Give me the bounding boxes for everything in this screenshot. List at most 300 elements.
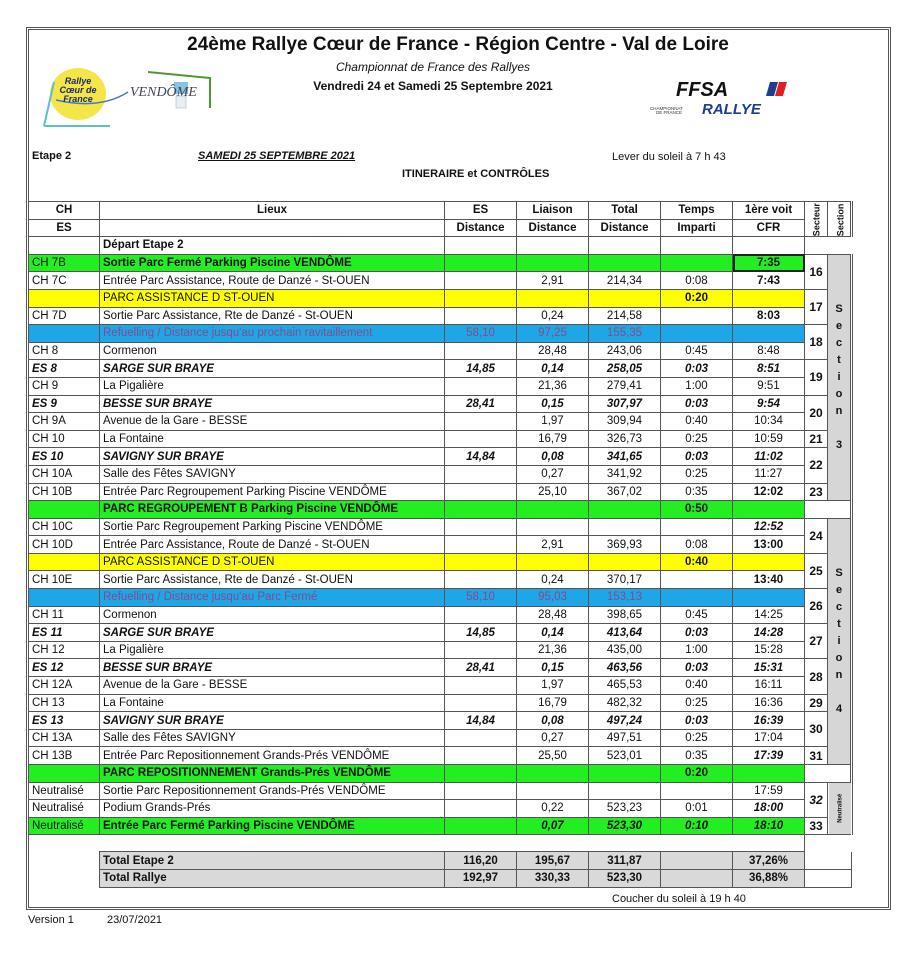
- sunset-text: Coucher du soleil à 19 h 40: [612, 893, 746, 905]
- cell-liaison: 16,79: [517, 430, 589, 448]
- cell-temps: 0:08: [661, 536, 733, 554]
- cell-lieu: Sortie Parc Assistance, Rte de Danzé - St-OUEN: [100, 571, 445, 589]
- total-temps: [661, 852, 733, 870]
- cell-total: 341,65: [589, 448, 661, 466]
- cell-es: [445, 571, 517, 589]
- cell-lieu: BESSE SUR BRAYE: [100, 395, 445, 413]
- table-row: [29, 518, 852, 536]
- col-header-secteur: Secteur: [805, 202, 828, 237]
- total-cfr: 36,88%: [733, 870, 805, 888]
- cell-cfr: 7:35: [733, 254, 805, 272]
- table-row: [29, 395, 852, 413]
- cell-total: [589, 289, 661, 307]
- table-row: [29, 817, 852, 835]
- cell-temps: [661, 589, 733, 607]
- secteur-number: 21: [805, 430, 828, 448]
- cell-temps: 0:03: [661, 624, 733, 642]
- cell-total: 463,56: [589, 659, 661, 677]
- cell-ch: [29, 237, 100, 255]
- section-letter: e: [835, 583, 843, 596]
- cell-liaison: 2,91: [517, 272, 589, 290]
- rallye-coeur-de-france-vendome-logo: [40, 64, 220, 134]
- cell-temps: 0:03: [661, 395, 733, 413]
- cell-total: [589, 782, 661, 800]
- table-row: [29, 747, 852, 765]
- header-row-2: [29, 219, 852, 237]
- cell-total: 497,51: [589, 729, 661, 747]
- cell-cfr: [733, 501, 805, 519]
- col-header-temps-imparti: Imparti: [661, 219, 733, 237]
- cell-total: 497,24: [589, 712, 661, 730]
- version-label: Version 1: [28, 914, 74, 926]
- cell-ch: CH 9A: [29, 413, 100, 431]
- cell-cfr: 11:27: [733, 465, 805, 483]
- section-letter: c: [835, 336, 843, 349]
- cell-total: 341,92: [589, 465, 661, 483]
- cell-liaison: [517, 518, 589, 536]
- cell-lieu: PARC ASSISTANCE D ST-OUEN: [100, 289, 445, 307]
- cell-es: [445, 694, 517, 712]
- totals-row: [29, 852, 852, 870]
- table-row: [29, 325, 852, 343]
- cell-total: 465,53: [589, 677, 661, 695]
- section-letter: 4: [835, 702, 843, 715]
- cell-total: 243,06: [589, 342, 661, 360]
- blank-sector-cell: [805, 501, 852, 519]
- total-label: Total Rallye: [100, 870, 445, 888]
- cell-total: 214,34: [589, 272, 661, 290]
- cell-temps: 0:08: [661, 272, 733, 290]
- cell-ch: CH 10D: [29, 536, 100, 554]
- col-header-total-distance: Distance: [589, 219, 661, 237]
- cell-es: [445, 817, 517, 835]
- svg-text:Cœur de: Cœur de: [59, 85, 97, 95]
- cell-ch: CH 10C: [29, 518, 100, 536]
- section-letter: n: [835, 668, 843, 681]
- cell-liaison: [517, 553, 589, 571]
- cell-es: 28,41: [445, 659, 517, 677]
- cell-lieu: Podium Grands-Prés: [100, 800, 445, 818]
- cell-total: 279,41: [589, 377, 661, 395]
- cell-cfr: [733, 289, 805, 307]
- cell-cfr: 13:00: [733, 536, 805, 554]
- section-label: [828, 254, 852, 500]
- col-header-total: Total: [589, 202, 661, 220]
- cell-temps: [661, 307, 733, 325]
- table-row: [29, 307, 852, 325]
- cell-lieu: Entrée Parc Assistance, Route de Danzé - St-OUEN: [100, 536, 445, 554]
- cell-total: [589, 325, 661, 343]
- col-header-temps: Temps: [661, 202, 733, 220]
- cell-lieu: Sortie Parc Assistance, Rte de Danzé - St-OUEN: [100, 307, 445, 325]
- cell-total: 523,23: [589, 800, 661, 818]
- cell-ch: Neutralisé: [29, 817, 100, 835]
- spacer-row: [29, 835, 852, 852]
- section-letter: c: [835, 600, 843, 613]
- blank: [805, 852, 852, 870]
- cell-es: [445, 289, 517, 307]
- cell-temps: [661, 518, 733, 536]
- refuel-es: 58,10: [466, 591, 495, 604]
- sunrise-text: Lever du soleil à 7 h 43: [612, 151, 726, 163]
- col-header-lieux: Lieux: [100, 202, 445, 220]
- cell-liaison: [517, 589, 589, 607]
- cell-cfr: 8:48: [733, 342, 805, 360]
- table-row: [29, 553, 852, 571]
- table-row: [29, 342, 852, 360]
- cell-total: 326,73: [589, 430, 661, 448]
- cell-lieu: Salle des Fêtes SAVIGNY: [100, 465, 445, 483]
- cell-temps: 0:25: [661, 430, 733, 448]
- cell-cfr: [733, 589, 805, 607]
- cell-liaison: 0,08: [517, 448, 589, 466]
- cell-lieu: Sortie Parc Repositionnement Grands-Prés VENDÔME: [100, 782, 445, 800]
- cell-total: 413,64: [589, 624, 661, 642]
- itinerary-table: [28, 201, 853, 888]
- blank: [29, 870, 100, 888]
- cell-es: [445, 677, 517, 695]
- section-letter: o: [835, 651, 843, 664]
- cell-temps: 0:25: [661, 465, 733, 483]
- cell-lieu: Salle des Fêtes SAVIGNY: [100, 729, 445, 747]
- table-row: [29, 360, 852, 378]
- cell-ch: [29, 553, 100, 571]
- total-liaison: 330,33: [517, 870, 589, 888]
- blank-sector-cell: [805, 237, 852, 255]
- cell-liaison: 25,10: [517, 483, 589, 501]
- table-row: [29, 430, 852, 448]
- cell-es: [445, 536, 517, 554]
- cell-temps: 0:03: [661, 712, 733, 730]
- cell-ch: CH 9: [29, 377, 100, 395]
- cell-total: [589, 553, 661, 571]
- cell-ch: [29, 501, 100, 519]
- etape-date: SAMEDI 25 SEPTEMBRE 2021: [198, 150, 356, 162]
- table-row: [29, 536, 852, 554]
- svg-text:CHAMPIONNAT: CHAMPIONNAT: [650, 106, 683, 111]
- svg-text:VENDÔME: VENDÔME: [130, 85, 197, 100]
- cell-temps: [661, 782, 733, 800]
- section-letter: S: [835, 566, 843, 579]
- cell-es: [445, 747, 517, 765]
- cell-lieu: Avenue de la Gare - BESSE: [100, 677, 445, 695]
- table-row: [29, 289, 852, 307]
- cell-cfr: [733, 553, 805, 571]
- section-letter: t: [837, 617, 841, 630]
- cell-liaison: 0,24: [517, 307, 589, 325]
- table-row: [29, 413, 852, 431]
- cell-cfr: 16:11: [733, 677, 805, 695]
- cell-liaison: [517, 501, 589, 519]
- cell-total: 307,97: [589, 395, 661, 413]
- section-letter: e: [835, 319, 843, 332]
- col-header-es-distance: Distance: [445, 219, 517, 237]
- cell-ch: CH 13A: [29, 729, 100, 747]
- cell-liaison: 1,97: [517, 413, 589, 431]
- cell-es: [445, 325, 517, 343]
- cell-lieu: PARC REPOSITIONNEMENT Grands-Prés VENDÔME: [100, 765, 445, 783]
- total-temps: [661, 870, 733, 888]
- secteur-number: 27: [805, 624, 828, 659]
- cell-lieu: Avenue de la Gare - BESSE: [100, 413, 445, 431]
- secteur-number: 18: [805, 325, 828, 360]
- cell-es: [445, 641, 517, 659]
- table-row: [29, 677, 852, 695]
- cell-cfr: 11:02: [733, 448, 805, 466]
- cell-es: 14,85: [445, 360, 517, 378]
- secteur-number: 31: [805, 747, 828, 765]
- table-row: [29, 589, 852, 607]
- cell-es: [445, 272, 517, 290]
- section-letter: o: [835, 387, 843, 400]
- cell-lieu: PARC ASSISTANCE D ST-OUEN: [100, 553, 445, 571]
- cell-lieu: Sortie Parc Fermé Parking Piscine VENDÔME: [100, 254, 445, 272]
- cell-ch: Neutralisé: [29, 782, 100, 800]
- section-letter: n: [835, 404, 843, 417]
- cell-temps: 0:40: [661, 677, 733, 695]
- cell-es: [445, 377, 517, 395]
- blank: [805, 870, 852, 888]
- cell-liaison: [517, 782, 589, 800]
- cell-temps: 0:25: [661, 729, 733, 747]
- cell-temps: 0:25: [661, 694, 733, 712]
- table-row: [29, 606, 852, 624]
- cell-temps: [661, 325, 733, 343]
- cell-temps: 0:40: [661, 413, 733, 431]
- table-row: [29, 571, 852, 589]
- cell-ch: [29, 289, 100, 307]
- total-total: 523,30: [589, 870, 661, 888]
- cell-temps: 0:01: [661, 800, 733, 818]
- cell-es: [445, 518, 517, 536]
- cell-es: 14,85: [445, 624, 517, 642]
- cell-liaison: 0,22: [517, 800, 589, 818]
- cell-ch: CH 7C: [29, 272, 100, 290]
- cell-es: [445, 254, 517, 272]
- cell-temps: 0:03: [661, 448, 733, 466]
- secteur-number: 25: [805, 553, 828, 588]
- cell-cfr: 14:28: [733, 624, 805, 642]
- section-letter: i: [837, 634, 841, 647]
- cell-temps: 0:03: [661, 360, 733, 378]
- secteur-number: 24: [805, 518, 828, 553]
- cell-lieu: PARC REGROUPEMENT B Parking Piscine VENDÔME: [100, 501, 445, 519]
- cell-total: 258,05: [589, 360, 661, 378]
- cell-cfr: [733, 237, 805, 255]
- cell-es: [445, 765, 517, 783]
- cell-ch: CH 13B: [29, 747, 100, 765]
- cell-ch: CH 7B: [29, 254, 100, 272]
- cell-temps: 0:50: [661, 501, 733, 519]
- cell-cfr: 17:59: [733, 782, 805, 800]
- cell-lieu: La Pigalière: [100, 377, 445, 395]
- cell-cfr: 8:51: [733, 360, 805, 378]
- cell-cfr: 10:59: [733, 430, 805, 448]
- table-row: [29, 483, 852, 501]
- cell-lieu: Entrée Parc Fermé Parking Piscine VENDÔME: [100, 817, 445, 835]
- cell-liaison: 0,08: [517, 712, 589, 730]
- cell-liaison: 28,48: [517, 606, 589, 624]
- page-title: 24ème Rallye Cœur de France - Région Centre - Val de Loire: [187, 34, 729, 55]
- total-es: 192,97: [445, 870, 517, 888]
- cell-ch: CH 7D: [29, 307, 100, 325]
- secteur-number: 26: [805, 589, 828, 624]
- cell-es: 14,84: [445, 448, 517, 466]
- spacer: [29, 835, 805, 852]
- cell-cfr: 17:04: [733, 729, 805, 747]
- cell-total: 523,30: [589, 817, 661, 835]
- col-header-ch: CH: [29, 202, 100, 220]
- cell-temps: 0:45: [661, 606, 733, 624]
- cell-lieu: Cormenon: [100, 606, 445, 624]
- table-row: [29, 659, 852, 677]
- cell-ch: CH 11: [29, 606, 100, 624]
- cell-ch: [29, 589, 100, 607]
- section-letter: t: [837, 353, 841, 366]
- cell-ch: ES 9: [29, 395, 100, 413]
- cell-total: [589, 518, 661, 536]
- cell-temps: 0:35: [661, 747, 733, 765]
- col-header-liaison-distance: Distance: [517, 219, 589, 237]
- cell-lieu: Départ Etape 2: [100, 237, 445, 255]
- cell-ch: CH 10E: [29, 571, 100, 589]
- cell-temps: 0:20: [661, 765, 733, 783]
- cell-temps: 0:40: [661, 553, 733, 571]
- refuel-liaison: 95,03: [538, 591, 567, 604]
- secteur-number: 22: [805, 448, 828, 483]
- cell-liaison: 21,36: [517, 641, 589, 659]
- table-row: [29, 641, 852, 659]
- cell-lieu: Entrée Parc Assistance, Route de Danzé - St-OUEN: [100, 272, 445, 290]
- cell-liaison: [517, 254, 589, 272]
- cell-liaison: 21,36: [517, 377, 589, 395]
- table-row: [29, 624, 852, 642]
- cell-ch: ES 8: [29, 360, 100, 378]
- cell-lieu: SAVIGNY SUR BRAYE: [100, 712, 445, 730]
- cell-temps: 0:35: [661, 483, 733, 501]
- cell-temps: 0:45: [661, 342, 733, 360]
- ffsa-championnat-rallye-logo: [648, 78, 798, 118]
- cell-temps: 0:20: [661, 289, 733, 307]
- table-row: [29, 800, 852, 818]
- cell-ch: CH 13: [29, 694, 100, 712]
- total-total: 311,87: [589, 852, 661, 870]
- table-row: [29, 272, 852, 290]
- cell-cfr: 18:10: [733, 817, 805, 835]
- table-row: [29, 501, 852, 519]
- cell-ch: ES 10: [29, 448, 100, 466]
- cell-cfr: 13:40: [733, 571, 805, 589]
- secteur-number: 29: [805, 694, 828, 712]
- cell-total: [589, 589, 661, 607]
- section-letter: 3: [835, 438, 843, 451]
- cell-cfr: 15:28: [733, 641, 805, 659]
- secteur-number: 16: [805, 254, 828, 289]
- cell-cfr: 9:54: [733, 395, 805, 413]
- cell-es: [445, 413, 517, 431]
- cell-temps: [661, 571, 733, 589]
- secteur-number: 28: [805, 659, 828, 694]
- table-row: [29, 254, 852, 272]
- cell-liaison: 1,97: [517, 677, 589, 695]
- table-row: [29, 377, 852, 395]
- cell-total: 482,32: [589, 694, 661, 712]
- cell-es: [445, 342, 517, 360]
- blank: [29, 852, 100, 870]
- cell-es: 28,41: [445, 395, 517, 413]
- table-row: [29, 765, 852, 783]
- cell-liaison: [517, 765, 589, 783]
- cell-es: [445, 729, 517, 747]
- cell-total: [589, 501, 661, 519]
- cell-es: [445, 589, 517, 607]
- cell-cfr: 14:25: [733, 606, 805, 624]
- cell-total: [589, 765, 661, 783]
- cell-total: 435,00: [589, 641, 661, 659]
- refuel-lieu: Refuelling / Distance jusqu'au prochain ravitaillement: [103, 327, 373, 340]
- col-header-liaison: Liaison: [517, 202, 589, 220]
- secteur-number: 33: [805, 817, 828, 835]
- cell-cfr: 10:34: [733, 413, 805, 431]
- total-cfr: 37,26%: [733, 852, 805, 870]
- cell-total: [589, 237, 661, 255]
- event-dates: Vendredi 24 et Samedi 25 Septembre 2021: [313, 79, 553, 93]
- cell-es: [445, 307, 517, 325]
- cell-total: 398,65: [589, 606, 661, 624]
- svg-text:RALLYE: RALLYE: [702, 101, 761, 118]
- col-header-section: Section: [828, 202, 852, 237]
- cell-es: [445, 606, 517, 624]
- cell-es: [445, 483, 517, 501]
- cell-liaison: 0,15: [517, 395, 589, 413]
- cell-cfr: 7:43: [733, 272, 805, 290]
- cell-es: [445, 800, 517, 818]
- total-es: 116,20: [445, 852, 517, 870]
- total-liaison: 195,67: [517, 852, 589, 870]
- cell-total: 370,17: [589, 571, 661, 589]
- cell-liaison: 25,50: [517, 747, 589, 765]
- cell-lieu: SARGE SUR BRAYE: [100, 624, 445, 642]
- cell-temps: 0:03: [661, 659, 733, 677]
- cell-es: [445, 782, 517, 800]
- cell-liaison: 0,15: [517, 659, 589, 677]
- cell-liaison: 0,07: [517, 817, 589, 835]
- cell-lieu: Entrée Parc Repositionnement Grands-Prés VENDÔME: [100, 747, 445, 765]
- cell-liaison: [517, 237, 589, 255]
- col-header-es-sub: ES: [29, 219, 100, 237]
- section-neutralise-label: Neutralisé: [828, 782, 852, 835]
- cell-ch: [29, 325, 100, 343]
- cell-ch: ES 12: [29, 659, 100, 677]
- cell-lieu: La Pigalière: [100, 641, 445, 659]
- table-row: [29, 694, 852, 712]
- cell-cfr: 17:39: [733, 747, 805, 765]
- cell-ch: CH 10A: [29, 465, 100, 483]
- cell-cfr: 16:36: [733, 694, 805, 712]
- table-row: [29, 448, 852, 466]
- total-label: Total Etape 2: [100, 852, 445, 870]
- cell-cfr: [733, 765, 805, 783]
- cell-liaison: 0,27: [517, 465, 589, 483]
- header-row-1: [29, 202, 852, 220]
- cell-es: [445, 430, 517, 448]
- cell-ch: ES 11: [29, 624, 100, 642]
- cell-temps: [661, 237, 733, 255]
- section-letter: S: [835, 302, 843, 315]
- cell-liaison: [517, 325, 589, 343]
- page-subtitle: Championnat de France des Rallyes: [335, 60, 531, 74]
- cell-total: 367,02: [589, 483, 661, 501]
